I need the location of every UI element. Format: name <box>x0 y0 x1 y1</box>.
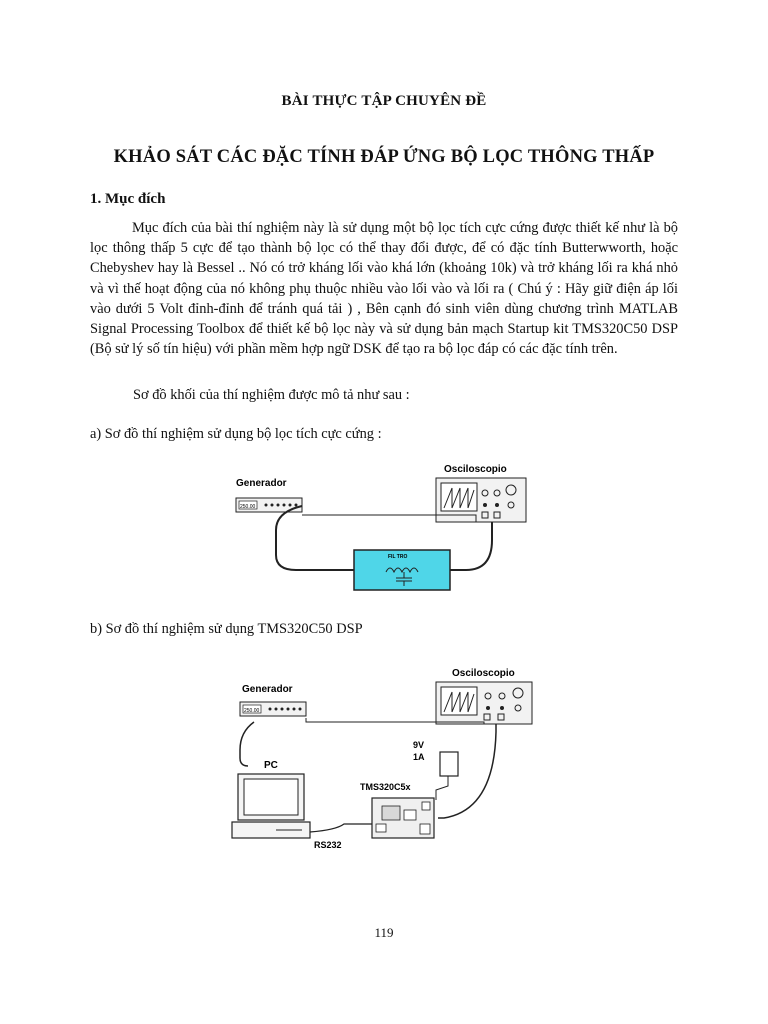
power-adapter <box>436 752 458 800</box>
purpose-paragraph: Mục đích của bài thí nghiệm này là sử dụng một bộ lọc tích cực cứng được thiết kế như là bộ lọc thông thấp 5 cực để tạo thành bộ lọc có thể thay đổi được, để có đặc tính Butterwworth, hoặc Chebyshev hay là Bessel .. Nó có trở kháng lối vào khá lớn (khoảng 10k) và trở kháng lối ra khá nhỏ và vì thế hoạt động của nó không phụ thuộc nhiều vào lối vào và lối ra ( Chú ý : Hãy giữ điện áp lối vào dưới 5 Volt đỉnh-đỉnh để tránh quá tải ) , Bên cạnh đó sinh viên dùng chương trình MATLAB Signal Processing Toolbox để thiết kế bộ lọc này và sử dụng bản mạch Startup kit TMS320C50 DSP (Bộ sử lý số tín hiệu) với phần mềm hợp ngữ DSK để tạo ra bộ lọc đáp có các đặc tính trên. <box>90 220 678 358</box>
generator-display-b: 250.00 <box>244 708 260 714</box>
generator-label: Generador <box>236 478 287 489</box>
filter-box <box>354 550 450 590</box>
dsp-label: TMS320C5x <box>360 782 411 792</box>
section-heading: 1. Mục đích <box>90 191 166 207</box>
oscilloscope-label-b: Osciloscopio <box>452 668 515 679</box>
block-diagram-intro: Sơ đồ khối của thí nghiệm được mô tả như sau : <box>133 387 410 403</box>
page-number: 119 <box>374 925 394 940</box>
power-label-v: 9V <box>413 740 425 750</box>
oscilloscope-label: Osciloscopio <box>444 464 507 475</box>
diagram-a-caption: a) Sơ đồ thí nghiệm sử dụng bộ lọc tích cực cứng : <box>90 426 382 442</box>
oscilloscope-device-b <box>436 682 532 724</box>
course-title: BÀI THỰC TẬP CHUYÊN ĐỀ <box>281 93 487 109</box>
diagram-a <box>226 460 546 600</box>
power-label-a: 1A <box>413 752 425 762</box>
diagram-b-caption: b) Sơ đồ thí nghiệm sử dụng TMS320C50 DSP <box>90 621 363 637</box>
diagram-b <box>226 660 556 860</box>
generator-label-b: Generador <box>242 684 293 695</box>
generator-device-b <box>240 702 306 716</box>
pc-label: PC <box>264 760 278 771</box>
dsp-board <box>372 798 434 838</box>
serial-label: RS232 <box>314 840 342 850</box>
filter-label: FIL TRO <box>388 554 408 560</box>
lab-title: KHẢO SÁT CÁC ĐẶC TÍNH ĐÁP ỨNG BỘ LỌC THÔNG THẤP <box>113 147 655 167</box>
pc-computer <box>232 774 310 838</box>
generator-display: 250.00 <box>240 504 256 510</box>
